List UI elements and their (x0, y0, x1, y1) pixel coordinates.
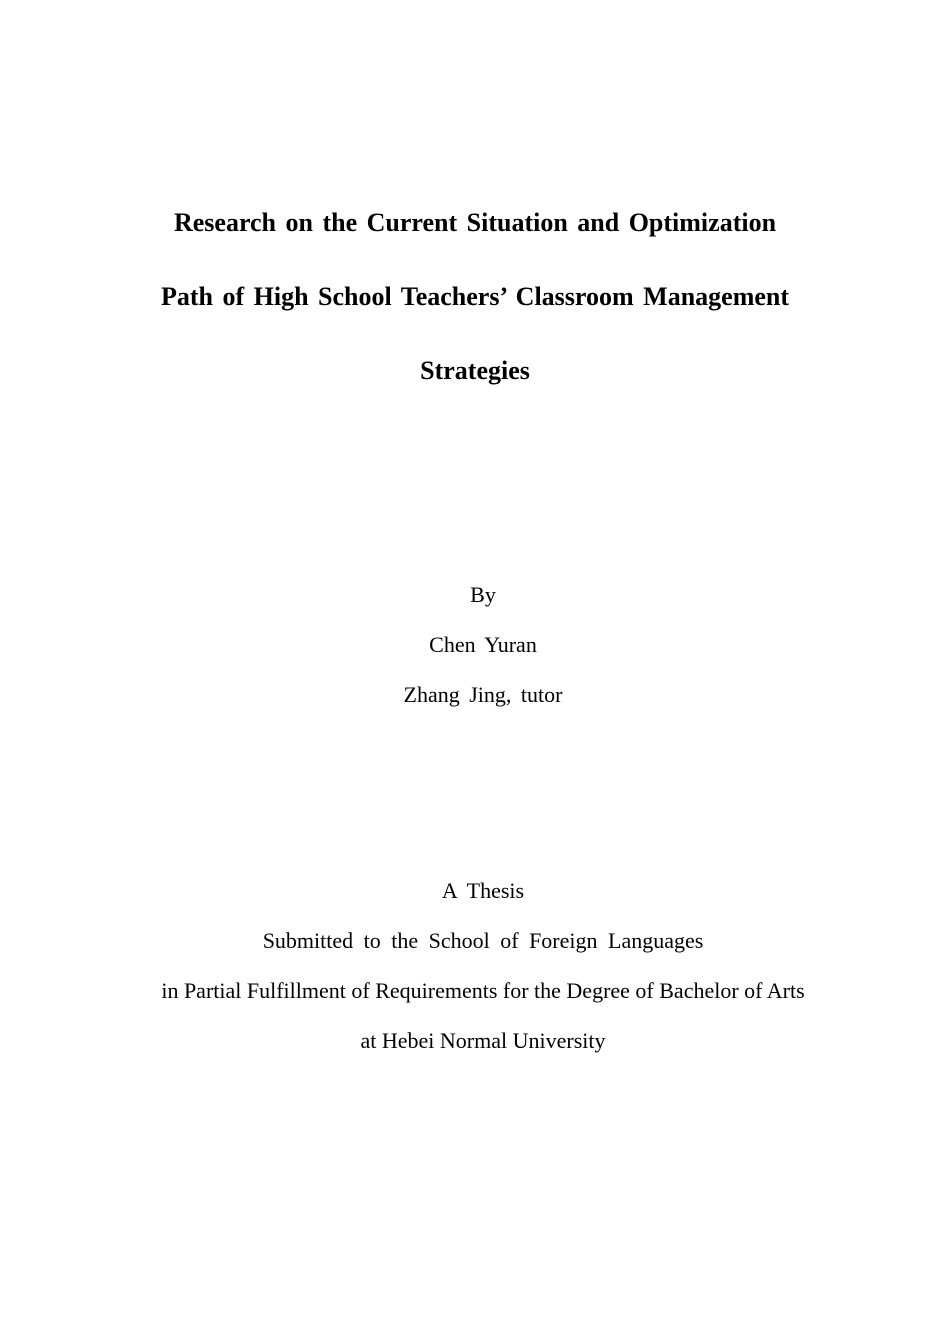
thesis-title (0, 186, 950, 408)
author-section (0, 570, 950, 720)
title-line-2: Path of High School Teachers’ Classroom Management (160, 282, 790, 311)
thesis-type: A Thesis (441, 878, 525, 903)
tutor-name: Zhang Jing, tutor (403, 682, 563, 707)
by-label: By (470, 582, 496, 607)
degree-fulfillment: in Partial Fulfillment of Requirements for the Degree of Bachelor of Arts (161, 978, 805, 1003)
author-name: Chen Yuran (429, 632, 537, 657)
institution: at Hebei Normal University (360, 1028, 606, 1053)
submitted-to: Submitted to the School of Foreign Languages (262, 928, 704, 953)
title-line-1: Research on the Current Situation and Optimization (173, 208, 777, 237)
title-line-3: Strategies (420, 356, 530, 385)
submission-section (0, 866, 950, 1066)
